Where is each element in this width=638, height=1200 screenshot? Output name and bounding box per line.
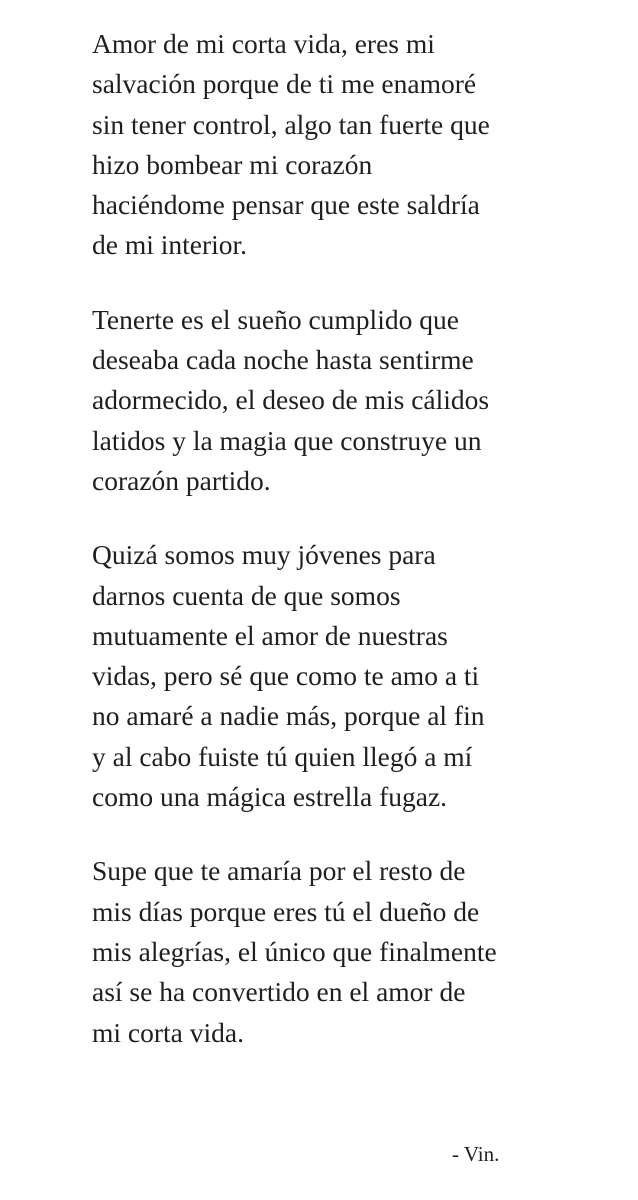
poem-line: y al cabo fuiste tú quien llegó a mí [92, 740, 473, 772]
stanza-2 [92, 300, 612, 501]
poem-body [92, 24, 612, 1087]
poem-line: mis alegrías, el único que finalmente [92, 935, 497, 967]
poem-line: mi corta vida. [92, 1016, 244, 1048]
poem-line: no amaré a nadie más, porque al fin [92, 700, 485, 732]
poem-line: Quizá somos muy jóvenes para [92, 539, 436, 571]
poem-line: Amor de mi corta vida, eres mi [92, 28, 435, 59]
poem-line: mis días porque eres tú el dueño de [92, 895, 480, 927]
poem-line: haciéndome pensar que este saldría [92, 189, 480, 221]
poem-line: vidas, pero sé que como te amo a ti [92, 660, 480, 692]
poem-line: así se ha convertido en el amor de [92, 976, 466, 1008]
poem-line: adormecido, el deseo de mis cálidos [92, 384, 490, 416]
poem-line: salvación porque de ti me enamoré [92, 68, 477, 100]
poem-line: Tenerte es el sueño cumplido que [92, 303, 459, 335]
poem-line: deseaba cada noche hasta sentirme [92, 344, 474, 376]
poem-line: hizo bombear mi corazón [92, 148, 373, 180]
poem-line: sin tener control, algo tan fuerte que [92, 108, 490, 140]
author-signature: - Vin. [452, 1142, 500, 1166]
poem-line: corazón partido. [92, 464, 271, 496]
poem-line: mutuamente el amor de nuestras [92, 619, 448, 651]
poem-line: Supe que te amaría por el resto de [92, 855, 466, 887]
stanza-4 [92, 851, 612, 1052]
poem-line: darnos cuenta de que somos [92, 579, 401, 611]
poem-line: como una mágica estrella fugaz. [92, 781, 448, 813]
poem-line: latidos y la magia que construye un [92, 424, 482, 456]
stanza-1 [92, 24, 612, 266]
poem-line: de mi interior. [92, 229, 248, 261]
stanza-3 [92, 535, 612, 817]
